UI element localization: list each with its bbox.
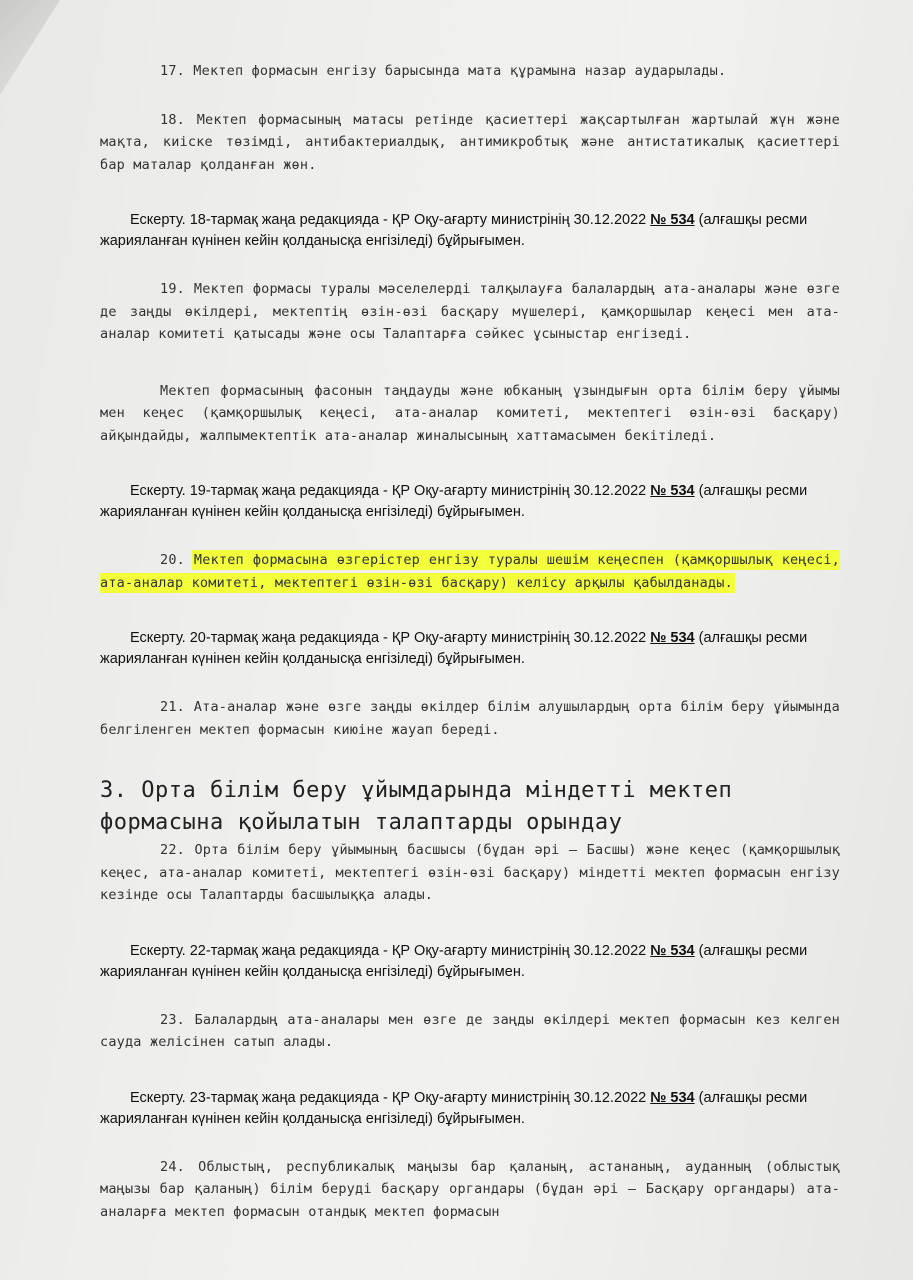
paragraph-18: 18. Мектеп формасының матасы ретінде қасиеттері жақсартылған жартылай жүн және мақта, киіске төзімді, антибактериалдық, антимикробтық және антистатикалық қасиеттері бар маталар қолданған жөн. [100,111,840,173]
order-link-534[interactable]: № 534 [650,212,695,228]
section-heading-3: 3. Орта білім беру ұйымдарында міндетті мектеп формасына қойылатын талаптарды орындау [100,778,733,835]
highlighted-text: Мектеп формасына өзгерістер енгізу туралы шешім кеңеспен (қамқоршылық кеңесі, ата-аналар комитеті, мектептегі өзін-өзі басқару) келісу арқылы қабылданады. [100,552,841,591]
paragraph-23: 23. Балалардың ата-аналары мен өзге де заңды өкілдері мектеп формасын кез келген сауда желісінен сатып алады. [100,1011,840,1050]
paragraph-19: 19. Мектеп формасы туралы мәселелерді талқылауға балалардың ата-аналары және өзге де заңды өкілдері, мектептің өзін-өзі басқару мүшелері, қамқоршылар кеңесі мен ата-аналар комитеті қатысады және осы Талаптарға сәйкес ұсыныстар енгізеді. [100,281,840,342]
note-23-tail: (алғашқы ресми жарияланған күнінен кейін қолданысқа енгізіледі) бұйрығымен. [100,1089,808,1127]
note-18 [100,210,840,252]
note-19-tail: (алғашқы ресми жарияланған күнінен кейін қолданысқа енгізіледі) бұйрығымен. [100,483,808,520]
paragraph-22: 22. Орта білім беру ұйымының басшысы (бұдан әрі – Басшы) және кеңес (қамқоршылық кеңес, ата-аналар комитеті, мектептегі өзін-өзі басқару) міндетті мектеп формасын енгізу кезінде осы Талаптарды басшылыққа алады. [100,842,840,903]
note-20-tail: (алғашқы ресми жарияланған күнінен кейін қолданысқа енгізіледі) бұйрығымен. [100,630,808,667]
note-23-text: Ескерту. 23-тармақ жаңа редакцияда - ҚР Оқу-ағарту министрінің 30.12.2022 [130,1089,651,1106]
paragraph-20 [100,549,840,594]
order-link-534[interactable]: № 534 [650,483,695,499]
note-22-tail: (алғашқы ресми жарияланған күнінен кейін қолданысқа енгізіледі) бұйрығымен. [100,942,808,980]
note-23 [100,1088,840,1130]
document-body [100,60,840,1223]
note-18-text: Ескерту. 18-тармақ жаңа редакцияда - ҚР Оқу-ағарту министрінің 30.12.2022 [130,212,651,228]
note-18-tail: (алғашқы ресми жарияланған күнінен кейін қолданысқа енгізіледі) бұйрығымен. [100,212,808,249]
order-link-534[interactable]: № 534 [650,942,695,959]
order-link-534[interactable]: № 534 [650,630,695,646]
order-link-534[interactable]: № 534 [650,1089,695,1106]
note-20-text: Ескерту. 20-тармақ жаңа редакцияда - ҚР Оқу-ағарту министрінің 30.12.2022 [130,630,651,646]
note-20 [100,628,840,670]
paragraph-21: 21. Ата-аналар және өзге заңды өкілдер білім алушылардың орта білім беру ұйымында белгіленген мектеп формасын киюіне жауап береді. [100,699,840,738]
note-19 [100,481,840,523]
note-22-text: Ескерту. 22-тармақ жаңа редакцияда - ҚР Оқу-ағарту министрінің 30.12.2022 [130,942,651,959]
paragraph-20-number: 20. [160,552,194,568]
note-19-text: Ескерту. 19-тармақ жаңа редакцияда - ҚР Оқу-ағарту министрінің 30.12.2022 [130,483,651,499]
paragraph-19b: Мектеп формасының фасонын таңдауды және юбканың ұзындығын орта білім беру ұйымы мен кеңес (қамқоршылық кеңесі, ата-аналар комитеті, мектептегі өзін-өзі басқару) айқындайды, жалпымектептік ата-аналар жиналысының хаттамасымен бекітіледі. [100,382,840,444]
note-22 [100,941,840,983]
paragraph-24: 24. Облыстың, республикалық маңызы бар қаланың, астананың, ауданның (облыстық маңызы бар қаланың) білім беруді басқару органдары (бұдан әрі – Басқару органдары) ата-аналарға мектеп формасын отандық мектеп формасын [100,1158,840,1220]
paragraph-17: 17. Мектеп формасын енгізу барысында мата құрамына назар аударылады. [160,63,727,79]
page-corner-shadow [0,0,60,95]
